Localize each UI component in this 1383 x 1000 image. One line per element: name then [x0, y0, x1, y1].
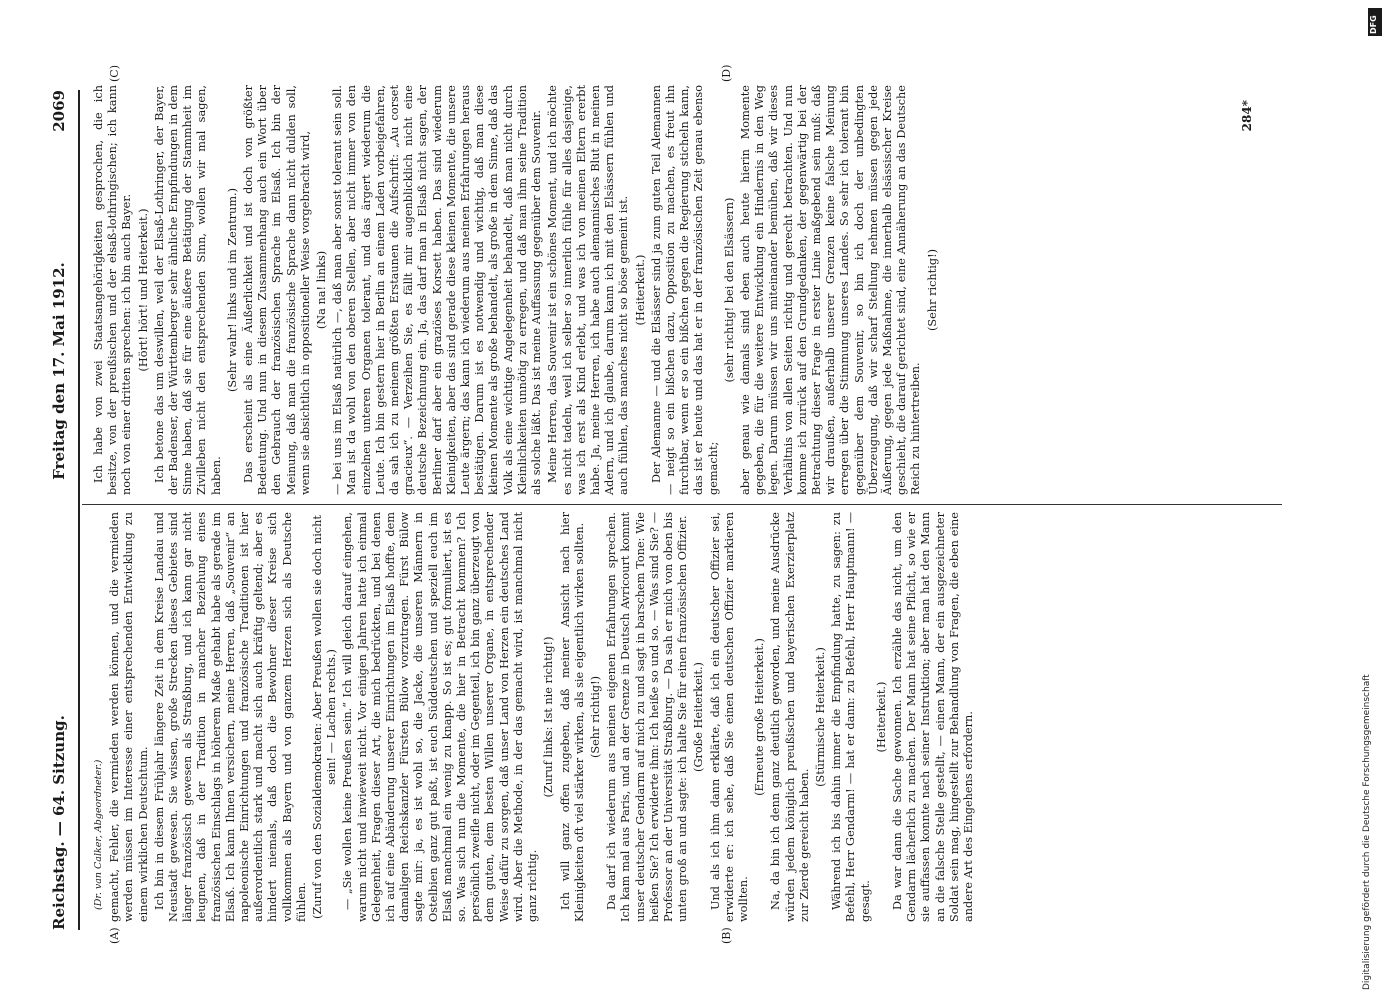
interjection: (Na na! links) — [315, 250, 329, 330]
paragraph: Das erscheint als eine Äußerlichkeit und ist doch von größter Bedeutung. Und nun in diesem Zusammenhang auch ein Wort über den Gebrauch der französischen Sprache im Elsaß. Ich bin der Meinung, daß man die französische Sprache dann nicht dulden soll, wenn sie absichtlich in oppositioneller Weise vorgebracht wird, — [242, 85, 312, 495]
paragraph: Ich bin in diesem Frühjahr längere Zeit in dem Kreise Landau und Neustadt gewesen. Sie wissen, große Strecken dieses Gebietes sind länger französisch gewesen als Straßburg, und ich kann gar nicht leugnen, daß in der Tradition in mancher Beziehung eines französischen Einschlags in höherem Maße gehabt habe als gerade im Elsaß. Ich kann Ihnen versichern, meine Herren, daß „Souvenir“ an napoleonische Einrichtungen und französische Traditionen ist hier außerordentlich stark und macht sich auch kräftig geltend; aber es hindert niemals, daß doch die Bewohner dieser Kreise sich vollkommen als Bayern und von ganzem Herzen sich als Deutsche fühlen. — [152, 512, 308, 922]
page-number: 2069 — [50, 90, 68, 132]
interjection: (Große Heiterkeit.) — [692, 662, 706, 772]
header-session: Reichstag. — 64. Sitzung. — [50, 715, 68, 930]
interjection: (Zuruf von den Sozialdemokraten: Aber Preußen wollen sie doch nicht sein! — Lachen rechts.) — [311, 515, 339, 919]
paragraph: — bei uns im Elsaß natürlich —, daß man aber sonst tolerant sein soll. Man ist da wohl von den oberen Stellen, aber nicht immer von den einzelnen unteren Organen tolerant, und das ärgert wiederum die Leute. Ich bin gestern hier in Berlin an einem Laden vorbeigefahren, da sah ich zu meinem größten Erstaunen die Aufschrift: „Au corset gracieux“. — Verzeihen Sie, es fällt mir augenblicklich nicht eine deutsche Bezeichnung ein. Ja, das darf man in Elsaß nicht sagen, der Berliner darf aber ein graziöses Korsett haben. Das sind wiederum Kleinigkeiten, aber das sind gerade diese kleinen Momente, die unsere Leute ärgern; das kann ich wiederum aus meinen Erfahrungen heraus bestätigen. Darum ist es notwendig und wichtig, daß man diese kleinen Momente als große behandelt, als große in dem Sinne, daß das Volk als eine wichtige Angelegenheit behandelt, daß man nicht durch Kleinlichkeiten unnötig zu erregen, und daß man ihm seine Tradition als solche läßt. Das ist meine Auffassung gegenüber dem Souvenir. — [331, 85, 544, 495]
interjection: (Stürmische Heiterkeit.) — [813, 647, 827, 787]
column-right — [92, 85, 942, 495]
dfg-credit-text: Digitalisierung gefördert durch die Deutsche Forschungsgemeinschaft — [1362, 674, 1372, 990]
interjection: (Sehr wahr! links und im Zentrum.) — [225, 187, 239, 393]
column-divider — [82, 504, 1282, 505]
paragraph: Ich will ganz offen zugeben, daß meiner Ansicht nach hier Kleinigkeiten oft viel stärker wirken, als sie eigentlich wirken sollten. — [558, 512, 586, 922]
paragraph: Da darf ich wiederum aus meinen eigenen Erfahrungen sprechen. Ich kam mal aus Paris, und an der Grenze in Deutsch Avricourt kommt unser deutscher Gendarm auf mich zu und sagt in barschem Tone: Wie heißen Sie? Ich erwiderte ihm: Ich heiße so und so. — Was sind Sie? — Professor an der Universität Straßburg. — Da sah er mich von oben bis unten groß an und sagte: ich halte Sie für einen französischen Offizier. — [605, 512, 690, 922]
speaker-note: (Dr. van Calker, Abgeordneter.) — [93, 759, 104, 910]
interjection: (Heiterkeit.) — [633, 254, 647, 326]
paragraph: Da war dann die Sache gewonnen. Ich erzähle das nicht, um den Gendarm lächerlich zu machen. Der Mann hat seine Pflicht, so wie er sie auffassen konnte nach seiner Instruktion; aber man hat den Mann an die falsche Stelle gestellt, — einen Mann, der ein ausgezeichneter Soldat sein mag, hingestellt zur Behandlung von Fragen, die eben eine andere Art des Eingehens erfordern. — [890, 512, 975, 922]
interjection: (Erneute große Heiterkeit.) — [753, 638, 767, 796]
paragraph: gemacht, Fehler, die vermieden werden können, und die vermieden werden müssen im Interesse einer entsprechenden Entwicklung zu einem wirklichen Deutschtum. — [108, 512, 150, 922]
paragraph: Und als ich ihm dann erklärte, daß ich ein deutscher Offizier sei, erwiderte er: ich sehe, daß Sie einen deutschen Offizier markieren wollten. — [708, 512, 750, 922]
interjection: (Hört! hört! und Heiterkeit.) — [136, 208, 150, 372]
margin-marker-c: (C) — [108, 65, 121, 82]
header-date-text: Freitag den 17. Mai 1912. — [50, 262, 68, 480]
paragraph: Na, da bin ich denn ganz deutlich geworden, und meine Ausdrücke würden jedem königlich preußischen und bayerischen Exerzierplatz zur Zierde gereicht haben. — [769, 512, 811, 922]
margin-marker-b: (B) — [720, 927, 733, 944]
paragraph: Meine Herren, das Souvenir ist ein schönes Moment, und ich möchte es nicht tadeln, weil ich selber so innerlich fühle für alles dasjenige, was ich erst als Kind erlebt, und was ich von meinen Eltern ererbt habe. Ja, meine Herren, ich habe auch alemannisches Blut in meinen Adern, und ich glaube, darum kann ich mit den Elsässern fühlen und auch fühlen, das manches nicht so böse gemeint ist. — [546, 85, 631, 495]
dfg-credit — [1362, 674, 1378, 990]
dfg-logo: DFG — [1368, 8, 1382, 36]
interjection: (Zuruf links: Ist nie richtig!) — [542, 636, 556, 798]
paragraph: Während ich bis dahin immer die Empfindung hatte, zu sagen: zu Befehl, Herr Gendarm! — hat er dann: zu Befehl, Herr Hauptmann! — gesagt. — [830, 512, 872, 922]
interjection: (sehr richtig! bei den Elsässern) — [722, 197, 736, 383]
paragraph: Der Alemanne — und die Elsässer sind ja zum guten Teil Alemannen — neigt so ein bißchen dazu, Opposition zu machen, es freut ihn furchtbar, wenn er so ein bißchen gegen die Regierung sticheln kann, das ist er heute und das hat er in der französischen Zeit genau ebenso gemacht; — [649, 85, 720, 495]
page-header — [50, 90, 76, 930]
signature-mark: 284* — [1240, 100, 1254, 132]
interjection: (Sehr richtig!) — [925, 248, 939, 332]
interjection: (Sehr richtig!) — [588, 675, 602, 759]
header-rule — [78, 90, 80, 930]
margin-marker-d: (D) — [720, 64, 733, 82]
column-left — [92, 512, 978, 922]
margin-marker-a: (A) — [108, 927, 121, 944]
paragraph: Ich habe von zwei Staatsangehörigkeiten gesprochen, die ich besitze, von der preußischen und der elsaß-lothringischen; ich kann noch von einer dritten sprechen: ich bin auch Bayer. — [92, 85, 134, 495]
paragraph: aber genau wie damals sind eben auch heute hierin Momente gegeben, die für die weitere Entwicklung ein Hindernis in den Weg legen. Darum müssen wir uns miteinander bemühen, daß wir dieses Verhältnis von allen Seiten richtig und gerecht betrachten. Und nun komme ich zurück auf den Grundgedanken, der gegenwärtig bei der Betrachtung dieser Frage in erster Linie maßgebend sein muß: daß wir draußen, außerhalb unserer Grenzen keine falsche Meinung erregen über die Stimmung unseres Landes. So sehr ich tolerant bin gegenüber dem Souvenir, so bin ich doch der unbedingten Überzeugung, daß wir scharf Stellung nehmen müssen gegen jede Äußerung, gegen jede Maßnahme, die innerhalb elsässischer Kreise geschieht, die darauf gerichtet sind, eine Annäherung an das Deutsche Reich zu hintertreiben. — [738, 85, 923, 495]
paragraph: — „Sie wollen keine Preußen sein.“ Ich will gleich darauf eingehen, warum nicht und inwieweit nicht. Vor einigen Jahren hatte ich einmal Gelegenheit, Fragen dieser Art, die mich bedrückten, und bei denen ich auf eine Abänderung unserer Einrichtungen im Elsaß hoffte, dem damaligen Reichskanzler Fürsten Bülow vorzutragen. Fürst Bülow sagte mir: ja, es ist wohl so, die Jacke, die unseren Männern in Ostelbien ganz gut paßt, ist euch Süddeutschen und speziell euch im Elsaß manchmal ein wenig zu knapp. So ist es; gut formuliert, ist es so. Was sich nun die Momente, die hier in Betracht kommen? Ich persönlich zweifle nicht, oder im Gegenteil, ich bin ganz überzeugt von dem guten, dem besten Willen unserer Organe, in entsprechender Weise dafür zu sorgen, daß unser Land von Herzen ein deutsches Land wird. Aber die Methode, in der das gemacht wird, ist manchmal nicht ganz richtig. — [341, 512, 540, 922]
paragraph: Ich betone das um deswillen, weil der Elsaß-Lothringer, der Bayer, der Badenser, der Württemberger sehr ähnliche Empfindungen in dem Sinne haben, daß sie für eine äußere Betätigung der Stammheit im Zivilleben nicht den entsprechenden Sinn, wollen wir mal sagen, haben. — [152, 85, 223, 495]
header-date — [50, 90, 68, 480]
interjection: (Heiterkeit.) — [874, 681, 888, 753]
